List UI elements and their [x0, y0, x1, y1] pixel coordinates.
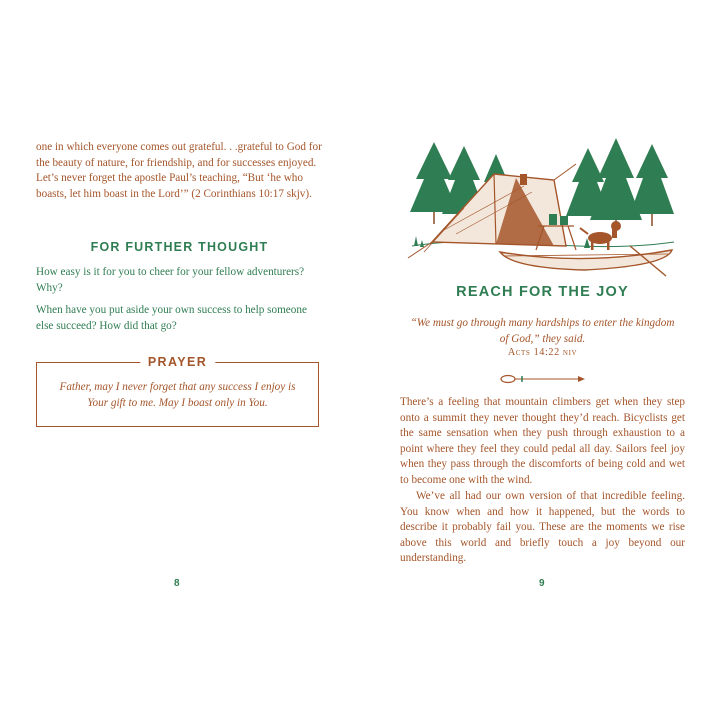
lantern	[520, 174, 527, 185]
body-paragraph-2: We’ve all had our own version of that incredible feeling. You know when and how it happened, but the words to describe it probably fail you. These are the moments we rise above this world and briefly touch a joy beyond our understanding.	[400, 490, 685, 565]
page-number-right: 9	[539, 578, 545, 589]
scripture-reference: Acts 14:22 niv	[507, 347, 578, 358]
prayer-label: PRAYER	[140, 355, 215, 369]
cup	[560, 216, 568, 225]
further-thought-heading: FOR FURTHER THOUGHT	[90, 240, 269, 254]
question-1: How easy is it for you to cheer for your fellow adventurers? Why?	[36, 266, 305, 294]
camping-tent-dog-canoe-illustration	[404, 134, 680, 280]
right-page	[360, 0, 720, 720]
question-2: When have you put aside your own success to help someone else succeed? How did that go?	[36, 304, 307, 332]
intro-paragraph: one in which everyone comes out grateful. . .grateful to God for the beauty of nature, for friendship, and for successes enjoyed. Let’s never forget the apostle Paul’s teaching, “But ‘he who boasts, let him boast in the Lord’” (2 Corinthians 10:17 skjv).	[36, 141, 322, 200]
body-paragraph-1: There’s a feeling that mountain climbers get when they step onto a summit they never thought they’d reach. Bicyclists get the same sensation when they push through exhaustion to a point where they feel they could pedal all day. Sailors feel joy when they pass through the discomforts of being cold and wet to become one with the wind.	[400, 396, 685, 486]
prayer-text: Father, may I never forget that any success I enjoy is Your gift to me. May I boast only in You.	[59, 381, 296, 409]
pine-trees-right	[566, 138, 674, 220]
prayer-box	[36, 355, 319, 427]
oar-icon	[500, 372, 586, 386]
chapter-title: REACH FOR THE JOY	[456, 284, 629, 300]
scripture-quote: “We must go through many hardships to enter the kingdom of God,” they said.	[410, 317, 675, 345]
page-number-left: 8	[174, 578, 180, 589]
cup	[549, 214, 557, 225]
